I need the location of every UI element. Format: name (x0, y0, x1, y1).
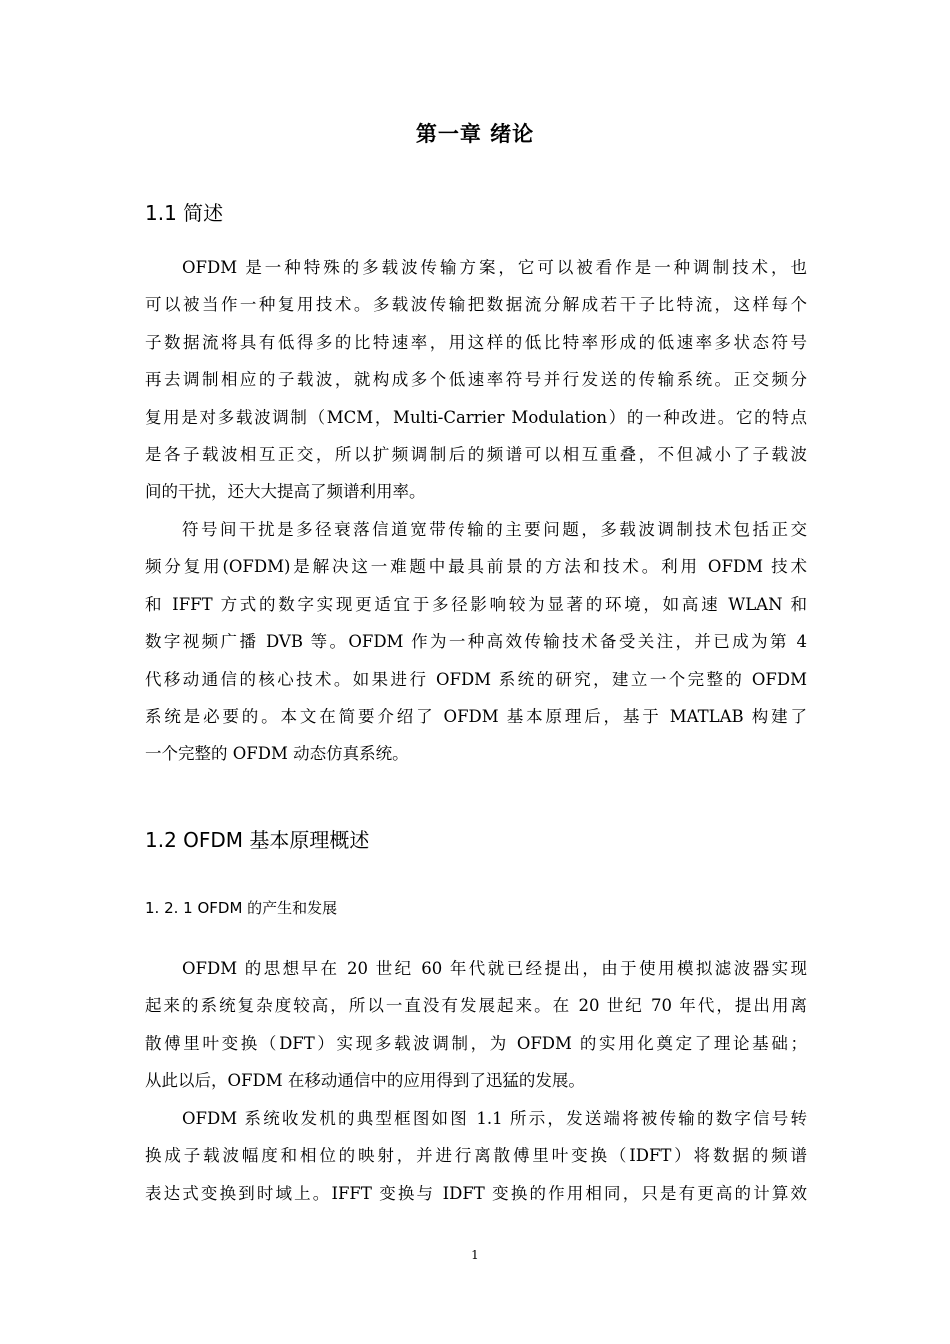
text-line: 表达式变换到时域上。IFFT 变换与 IDFT 变换的作用相同，只是有更高的计算效 (145, 1183, 807, 1203)
text-line: 是各子载波相互正交，所以扩频调制后的频谱可以相互重叠，不但减小了子载波 (145, 444, 807, 464)
paragraph-1-2-1-2 (145, 1100, 807, 1212)
text-line: 子数据流将具有低得多的比特速率，用这样的低比特率形成的低速率多状态符号 (145, 332, 807, 352)
text-line: 代移动通信的核心技术。如果进行 OFDM 系统的研究，建立一个完整的 OFDM (145, 669, 807, 689)
section-heading-1-2: 1.2 OFDM 基本原理概述 (145, 828, 370, 852)
paragraph-1-1-2 (145, 511, 807, 773)
text-line: 频分复用(OFDM)是解决这一难题中最具前景的方法和技术。利用 OFDM 技术 (145, 557, 807, 577)
subsection-heading-1-2-1: 1. 2. 1 OFDM 的产生和发展 (145, 899, 338, 917)
text-line: 再去调制相应的子载波，就构成多个低速率符号并行发送的传输系统。正交频分 (145, 370, 807, 390)
text-line: 从此以后，OFDM 在移动通信中的应用得到了迅猛的发展。 (145, 1071, 585, 1091)
chapter-title: 第一章 绪论 (415, 122, 535, 146)
text-line: 数字视频广播 DVB 等。OFDM 作为一种高效传输技术备受关注，并已成为第 4 (145, 632, 807, 652)
text-line: 换成子载波幅度和相位的映射，并进行离散傅里叶变换（IDFT）将数据的频谱 (145, 1146, 807, 1166)
text-line: 散傅里叶变换（DFT）实现多载波调制，为 OFDM 的实用化奠定了理论基础； (145, 1033, 807, 1053)
text-line: 符号间干扰是多径衰落信道宽带传输的主要问题，多载波调制技术包括正交 (182, 520, 807, 539)
text-line: OFDM 是一种特殊的多载波传输方案，它可以被看作是一种调制技术，也 (182, 258, 807, 277)
paragraph-1-2-1-1 (145, 950, 807, 1100)
text-line: OFDM 的思想早在 20 世纪 60 年代就已经提出，由于使用模拟滤波器实现 (182, 959, 807, 978)
text-line: 间的干扰，还大大提高了频谱利用率。 (145, 482, 426, 502)
section-heading-1-1: 1.1 简述 (145, 201, 224, 225)
text-line: 起来的系统复杂度较高，所以一直没有发展起来。在 20 世纪 70 年代，提出用离 (145, 996, 807, 1016)
text-line: 复用是对多载波调制（MCM，Multi-Carrier Modulation）的一种改进。它的特点 (145, 407, 807, 427)
text-line: 和 IFFT 方式的数字实现更适宜于多径影响较为显著的环境，如高速 WLAN 和 (145, 594, 807, 614)
text-line: 一个完整的 OFDM 动态仿真系统。 (145, 744, 409, 764)
text-line: OFDM 系统收发机的典型框图如图 1.1 所示，发送端将被传输的数字信号转 (182, 1109, 807, 1128)
paragraph-1-1-1 (145, 249, 807, 511)
text-line: 可以被当作一种复用技术。多载波传输把数据流分解成若干子比特流，这样每个 (145, 295, 807, 315)
text-line: 系统是必要的。本文在简要介绍了 OFDM 基本原理后，基于 MATLAB 构建了 (145, 706, 807, 726)
page-number: 1 (471, 1248, 479, 1262)
